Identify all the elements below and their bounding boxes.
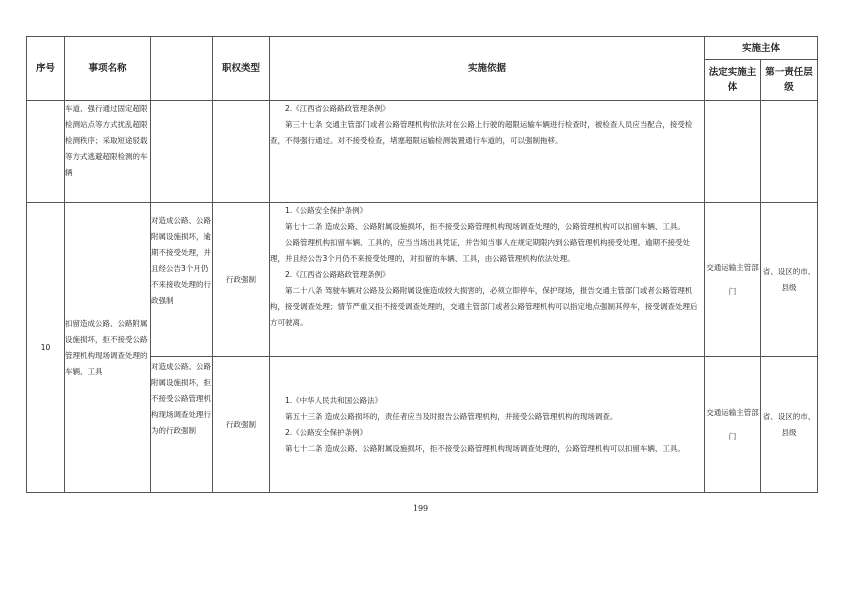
header-legal-subject: 法定实施主体 [705, 60, 761, 101]
type-cell: 行政强制 [213, 203, 270, 357]
seq-cell [27, 101, 65, 203]
header-first-level: 第一责任层级 [761, 60, 818, 101]
basis-cell [270, 203, 705, 357]
basis-line: 2.《公路安全保护条例》 [285, 427, 368, 437]
table-row [27, 101, 818, 203]
basis-line: 第七十二条 造成公路、公路附属设施损坏，拒不接受公路管理机构现场调查处理的，公路管理机构可以扣留车辆、工具。 [285, 222, 685, 231]
basis-line: 1.《中华人民共和国公路法》 [285, 395, 383, 405]
basis-cell [270, 357, 705, 493]
sub-item-cell [151, 101, 213, 203]
first-level-cell [761, 101, 818, 203]
item-name-cell: 车道、强行通过固定超限检测站点等方式扰乱超限检测秩序；采取短途驳载等方式逃避超限检测的车辆 [65, 101, 151, 203]
item-name-cell: 扣留造成公路、公路附属设施损坏，拒不接受公路管理机构现场调查处理的车辆、工具 [65, 203, 151, 493]
basis-line: 1.《公路安全保护条例》 [285, 206, 368, 215]
authority-table [26, 36, 818, 493]
basis-line: 2.《江西省公路路政管理条例》 [285, 104, 390, 113]
header-basis: 实施依据 [270, 37, 705, 101]
table-row [27, 203, 818, 357]
sub-item-cell: 对造成公路、公路附属设施损坏，拒不接受公路管理机构现场调查处理行为的行政强制 [151, 357, 213, 493]
type-cell: 行政强制 [213, 357, 270, 493]
basis-line: 第七十二条 造成公路、公路附属设施损坏，拒不接受公路管理机构现场调查处理的，公路管理机构可以扣留车辆、工具。 [285, 443, 685, 453]
header-sub-item [151, 37, 213, 101]
basis-line: 公路管理机构扣留车辆、工具的，应当当场出具凭证，并告知当事人在规定期限内到公路管理机构接受处理。逾期不接受处理，并且经公告3个月仍不来接受处理的，对扣留的车辆、工具，由公路管理机构依法处理。 [270, 238, 690, 263]
type-cell [213, 101, 270, 203]
basis-line: 第三十七条 交通主管部门或者公路管理机构依法对在公路上行驶的超限运输车辆进行检查时，被检查人员应当配合，接受检查，不得强行通过。对不接受检查，堵塞超限运输检测装置通行车道的，可以强制拖移。 [270, 120, 693, 145]
sub-item-cell: 对造成公路、公路附属设施损坏，逾期不接受处理，并且经公告3个月仍不来接收处理的行政强制 [151, 203, 213, 357]
legal-subject-cell: 交通运输主管部门 [705, 203, 761, 357]
legal-subject-cell [705, 101, 761, 203]
first-level-cell: 省、设区的市、县级 [761, 357, 818, 493]
seq-cell: 10 [27, 203, 65, 493]
first-level-cell: 省、设区的市、县级 [761, 203, 818, 357]
basis-cell [270, 101, 705, 203]
header-item-name: 事项名称 [65, 37, 151, 101]
legal-subject-cell: 交通运输主管部门 [705, 357, 761, 493]
header-subject: 实施主体 [705, 37, 818, 60]
header-seq: 序号 [27, 37, 65, 101]
page-number: 199 [412, 504, 429, 513]
basis-line: 第二十八条 驾驶车辆对公路及公路附属设施造成较大损害的，必须立即停车，保护现场，报告交通主管部门或者公路管理机构，接受调查处理；情节严重又拒不接受调查处理的，交通主管部门或者公路管理机构可以指定地点强制其停车，接受调查处理后方可驶离。 [270, 286, 698, 327]
header-type: 职权类型 [213, 37, 270, 101]
basis-line: 第五十三条 造成公路损坏的，责任者应当及时报告公路管理机构，并接受公路管理机构的现场调查。 [285, 411, 618, 421]
basis-line: 2.《江西省公路路政管理条例》 [285, 270, 390, 279]
